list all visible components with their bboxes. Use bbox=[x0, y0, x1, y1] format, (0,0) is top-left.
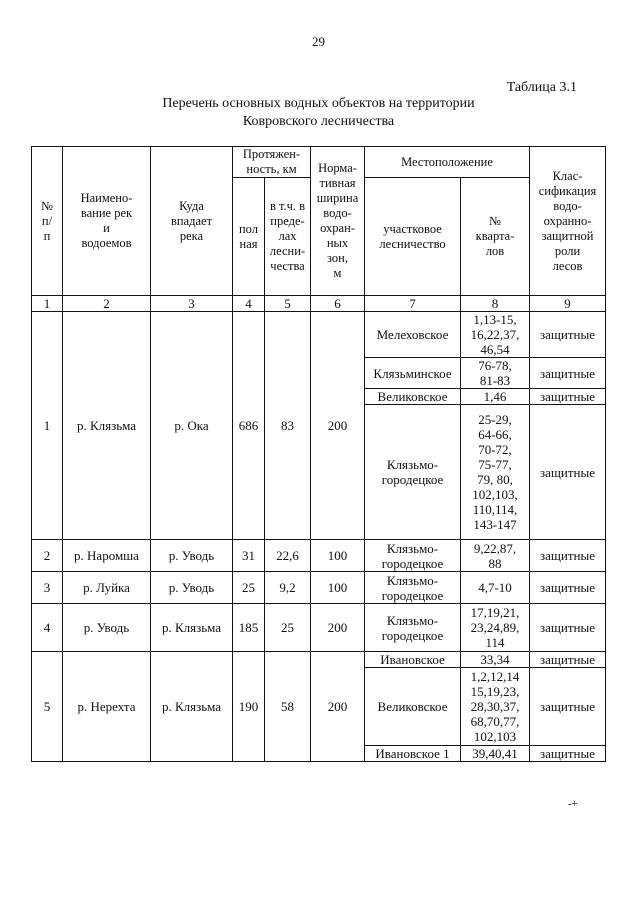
header-text-line: ширина bbox=[316, 191, 359, 205]
cell-quarters bbox=[461, 312, 530, 358]
cell-forestry-line: Мелеховское bbox=[376, 327, 449, 342]
cell-quarters-line: 64-66, bbox=[478, 427, 512, 442]
cell-quarters-line: 110,114, bbox=[472, 502, 518, 517]
header-text-line: преде- bbox=[270, 214, 305, 228]
header-text-line: № bbox=[489, 214, 501, 228]
header-text-line: река bbox=[179, 228, 204, 243]
header-text-line: Наимено- bbox=[80, 191, 133, 205]
cell-forestry bbox=[365, 389, 461, 405]
cell-quarters-line: 1,13-15, bbox=[473, 312, 517, 327]
cell-classification: защитные bbox=[530, 652, 606, 668]
cell-quarters-line: 4,7-10 bbox=[478, 580, 512, 595]
cell-forestry-line: Великовское bbox=[377, 389, 448, 404]
cell-forestry-line: Великовское bbox=[377, 699, 448, 714]
header-flows bbox=[151, 147, 233, 296]
column-number: 6 bbox=[311, 296, 365, 312]
cell-forestry-line: Ивановское 1 bbox=[375, 746, 450, 761]
header-location: Местоположение bbox=[365, 147, 530, 178]
cell-forestry-line: Клязьмо- bbox=[386, 540, 439, 556]
water-objects-table bbox=[31, 146, 606, 762]
column-number: 7 bbox=[365, 296, 461, 312]
table-title bbox=[0, 95, 637, 131]
cell-quarters bbox=[461, 405, 530, 540]
cell-num: 1 bbox=[32, 312, 63, 540]
header-text-line: участковое bbox=[383, 221, 442, 236]
cell-forestry bbox=[365, 746, 461, 762]
cell-forestry-line: городецкое bbox=[381, 472, 444, 487]
cell-quarters-line: 102,103 bbox=[473, 729, 517, 744]
header-text-line: в т.ч. в bbox=[269, 199, 306, 213]
cell-classification: защитные bbox=[530, 668, 606, 746]
cell-quarters-line: 76-78, bbox=[478, 358, 512, 373]
cell-length-full: 185 bbox=[233, 604, 265, 652]
cell-quarters-line: 16,22,37, bbox=[470, 327, 520, 342]
cell-quarters-line: 1,46 bbox=[483, 389, 507, 404]
header-text-line: водо- bbox=[323, 206, 352, 220]
cell-forestry bbox=[365, 540, 461, 572]
column-number: 5 bbox=[265, 296, 311, 312]
cell-forestry-line: городецкое bbox=[381, 627, 444, 643]
header-text-line: и bbox=[103, 221, 110, 235]
cell-quarters-line: 75-77, bbox=[478, 457, 512, 472]
header-length-forest bbox=[265, 178, 311, 296]
header-num bbox=[32, 147, 63, 296]
header-text-line: п bbox=[43, 228, 51, 243]
header-text-line: роли bbox=[554, 243, 581, 258]
cell-quarters bbox=[461, 389, 530, 405]
cell-classification: защитные bbox=[530, 312, 606, 358]
header-length bbox=[233, 147, 311, 178]
cell-flows-into: р. Уводь bbox=[151, 572, 233, 604]
cell-forestry bbox=[365, 572, 461, 604]
cell-classification: защитные bbox=[530, 572, 606, 604]
cell-forestry-line: Клязьминское bbox=[373, 365, 452, 381]
cell-classification: защитные bbox=[530, 604, 606, 652]
cell-quarters bbox=[461, 572, 530, 604]
cell-quarters bbox=[461, 358, 530, 389]
table-row bbox=[32, 652, 606, 668]
cell-classification: защитные bbox=[530, 405, 606, 540]
cell-forestry bbox=[365, 652, 461, 668]
cell-flows-into: р. Уводь bbox=[151, 540, 233, 572]
cell-quarters-line: 17,19,21, bbox=[470, 605, 520, 620]
column-number: 3 bbox=[151, 296, 233, 312]
header-length-full bbox=[233, 178, 265, 296]
cell-length-full: 25 bbox=[233, 572, 265, 604]
header-text-line: Норма- bbox=[318, 161, 357, 175]
cell-classification: защитные bbox=[530, 358, 606, 389]
cell-length-forest: 58 bbox=[265, 652, 311, 762]
header-text-line: лах bbox=[278, 229, 297, 243]
table-title-line: Перечень основных водных объектов на территории bbox=[162, 96, 475, 111]
cell-quarters-line: 143-147 bbox=[473, 517, 517, 532]
cell-quarters-line: 46,54 bbox=[480, 342, 510, 357]
header-name bbox=[63, 147, 151, 296]
cell-forestry-line: городецкое bbox=[381, 587, 444, 603]
cell-classification: защитные bbox=[530, 389, 606, 405]
cell-forestry bbox=[365, 668, 461, 746]
table-row bbox=[32, 312, 606, 358]
cell-quarters-line: 79, 80, bbox=[477, 472, 513, 487]
cell-quarters-line: 1,2,12,14 bbox=[470, 669, 520, 684]
page-number: 29 bbox=[312, 34, 325, 49]
cell-quarters-line: 114 bbox=[485, 635, 505, 650]
cell-forestry-line: Ивановское bbox=[380, 652, 445, 667]
header-forestry bbox=[365, 178, 461, 296]
column-number: 4 bbox=[233, 296, 265, 312]
cell-river-name: р. Луйка bbox=[63, 572, 151, 604]
header-text-line: охранно- bbox=[543, 213, 592, 228]
cell-norm-width: 200 bbox=[311, 604, 365, 652]
cell-length-full: 31 bbox=[233, 540, 265, 572]
table-row bbox=[32, 604, 606, 652]
header-text-line: водоемов bbox=[81, 236, 132, 250]
cell-length-forest: 22,6 bbox=[265, 540, 311, 572]
cell-flows-into: р. Клязьма bbox=[151, 652, 233, 762]
cell-norm-width: 100 bbox=[311, 540, 365, 572]
cell-length-forest: 9,2 bbox=[265, 572, 311, 604]
cell-length-forest: 83 bbox=[265, 312, 311, 540]
cell-quarters-line: 25-29, bbox=[478, 412, 512, 427]
header-text-line: водо- bbox=[553, 198, 582, 213]
cell-quarters bbox=[461, 652, 530, 668]
header-text-line: Протяжен- bbox=[242, 147, 301, 161]
cell-flows-into: р. Ока bbox=[151, 312, 233, 540]
cell-norm-width: 200 bbox=[311, 652, 365, 762]
header-text-line: Куда bbox=[179, 198, 204, 213]
cell-length-full: 686 bbox=[233, 312, 265, 540]
header-text-line: лов bbox=[485, 244, 505, 258]
column-number: 9 bbox=[530, 296, 606, 312]
cell-quarters-line: 39,40,41 bbox=[472, 746, 518, 761]
cell-quarters-line: 28,30,37, bbox=[470, 699, 520, 714]
header-text-line: тивная bbox=[319, 176, 356, 190]
table-title-line: Ковровского лесничества bbox=[242, 114, 395, 129]
header-text-line: зон, bbox=[327, 251, 348, 265]
column-number: 8 bbox=[461, 296, 530, 312]
header-norm bbox=[311, 147, 365, 296]
header-text-line: пол bbox=[238, 221, 258, 236]
cell-river-name: р. Уводь bbox=[63, 604, 151, 652]
cell-num: 5 bbox=[32, 652, 63, 762]
cell-length-full: 190 bbox=[233, 652, 265, 762]
cell-quarters bbox=[461, 746, 530, 762]
header-quarters bbox=[461, 178, 530, 296]
header-text-line: лесов bbox=[552, 258, 583, 273]
cell-river-name: р. Клязьма bbox=[63, 312, 151, 540]
header-text-line: ная bbox=[239, 236, 258, 251]
header-text-line: № bbox=[41, 198, 53, 213]
header-text-line: ность, км bbox=[246, 162, 297, 176]
header-text-line: ных bbox=[326, 236, 349, 250]
header-text-line: Клас- bbox=[552, 168, 583, 183]
cell-norm-width: 200 bbox=[311, 312, 365, 540]
cell-classification: защитные bbox=[530, 746, 606, 762]
cell-river-name: р. Нерехта bbox=[63, 652, 151, 762]
header-text-line: лесни- bbox=[269, 244, 306, 258]
cell-quarters-line: 15,19,23, bbox=[470, 684, 520, 699]
header-text-line: защитной bbox=[541, 228, 594, 243]
header-text-line: п/ bbox=[41, 213, 53, 228]
table-row bbox=[32, 572, 606, 604]
header-text-line: м bbox=[333, 266, 342, 280]
header-text-line: сификация bbox=[538, 183, 597, 198]
cell-quarters bbox=[461, 540, 530, 572]
cell-flows-into: р. Клязьма bbox=[151, 604, 233, 652]
table-row bbox=[32, 540, 606, 572]
cell-quarters-line: 102,103, bbox=[472, 487, 518, 502]
header-class bbox=[530, 147, 606, 296]
page-mark: -+ bbox=[568, 798, 578, 810]
cell-quarters bbox=[461, 604, 530, 652]
cell-quarters-line: 23,24,89, bbox=[470, 620, 520, 635]
cell-quarters-line: 70-72, bbox=[478, 442, 512, 457]
header-text-line: лесничество bbox=[379, 236, 446, 251]
cell-num: 2 bbox=[32, 540, 63, 572]
header-text-line: впадает bbox=[170, 213, 213, 228]
table-label: Таблица 3.1 bbox=[506, 80, 577, 95]
cell-forestry bbox=[365, 358, 461, 389]
cell-norm-width: 100 bbox=[311, 572, 365, 604]
cell-quarters-line: 33,34 bbox=[480, 652, 510, 667]
cell-quarters bbox=[461, 668, 530, 746]
header-text-line: чества bbox=[270, 259, 305, 273]
cell-forestry-line: Клязьмо- bbox=[386, 457, 439, 472]
column-numbers-row bbox=[32, 296, 606, 312]
cell-length-forest: 25 bbox=[265, 604, 311, 652]
column-number: 1 bbox=[32, 296, 63, 312]
cell-river-name: р. Наромша bbox=[63, 540, 151, 572]
cell-forestry bbox=[365, 405, 461, 540]
header-text-line: охран- bbox=[320, 221, 355, 235]
cell-forestry bbox=[365, 604, 461, 652]
header-text-line: вание рек bbox=[80, 206, 133, 220]
cell-quarters-line: 81-83 bbox=[479, 373, 511, 388]
header-text-line: кварта- bbox=[475, 229, 515, 243]
cell-forestry-line: Клязьмо- bbox=[386, 612, 439, 628]
column-number: 2 bbox=[63, 296, 151, 312]
cell-forestry-line: Клязьмо- bbox=[386, 572, 439, 588]
cell-classification: защитные bbox=[530, 540, 606, 572]
cell-quarters-line: 9,22,87, bbox=[473, 540, 517, 556]
cell-num: 4 bbox=[32, 604, 63, 652]
cell-quarters-line: 68,70,77, bbox=[470, 714, 520, 729]
cell-num: 3 bbox=[32, 572, 63, 604]
cell-quarters-line: 88 bbox=[488, 555, 502, 571]
cell-forestry bbox=[365, 312, 461, 358]
cell-forestry-line: городецкое bbox=[381, 555, 444, 571]
